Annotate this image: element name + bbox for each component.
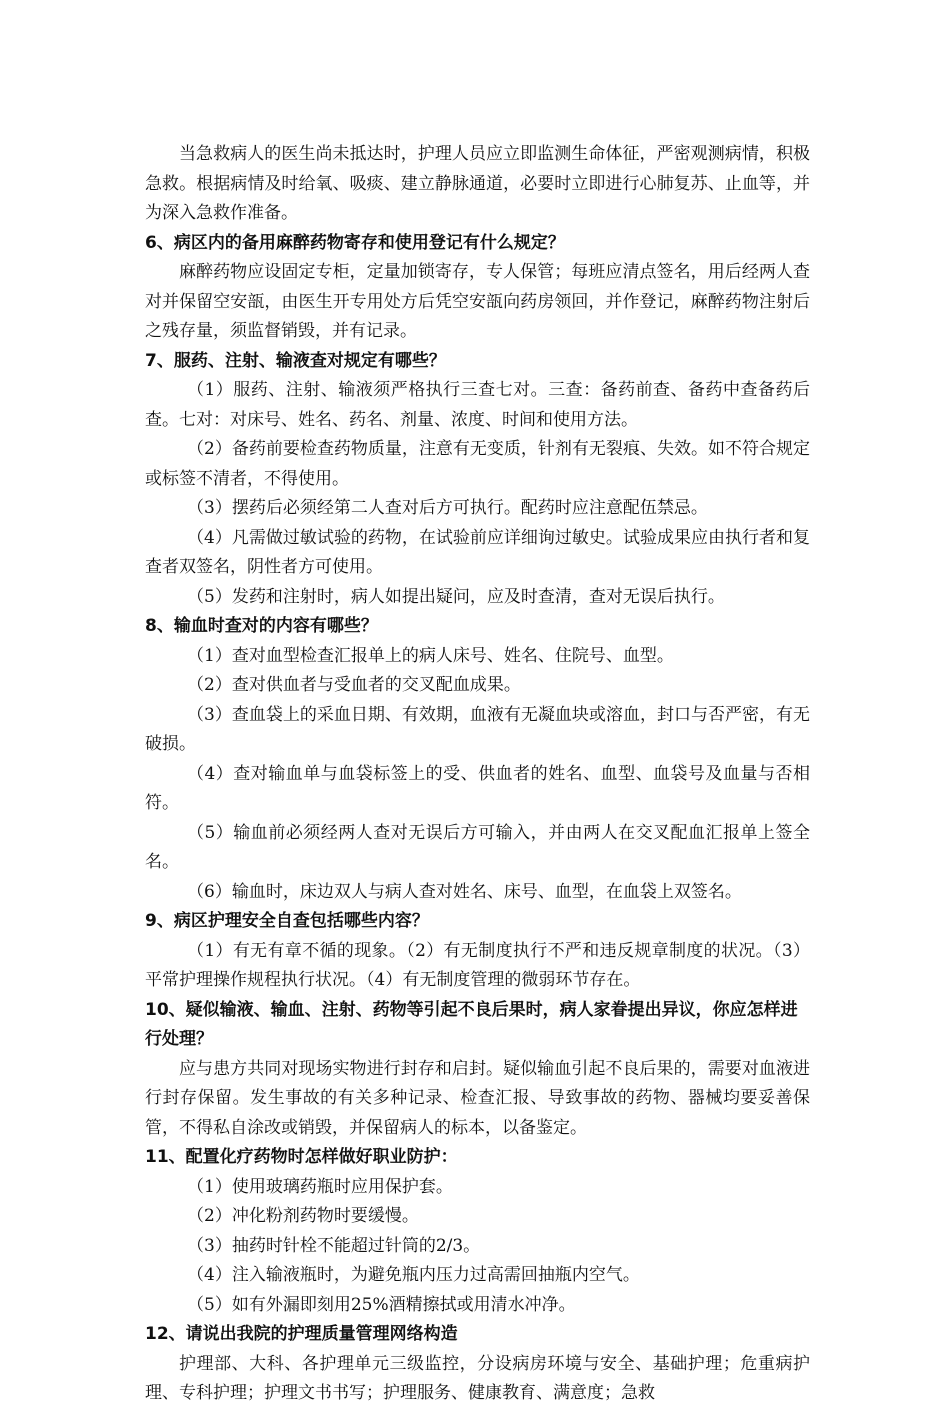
section xyxy=(145,347,810,613)
list-item: （5）发药和注射时，病人如提出疑问，应及时查清，查对无误后执行。 xyxy=(187,586,725,607)
list-item: （1）有无有章不循的现象。（2）有无制度执行不严和违反规章制度的状况。（3）平常护理操作规程执行状况。（4）有无制度管理的微弱环节存在。 xyxy=(145,940,810,990)
list-item: （2）查对供血者与受血者的交叉配血成果。 xyxy=(187,675,521,695)
question-heading: 8、输血时查对的内容有哪些？ xyxy=(145,616,378,636)
paragraph: 当急救病人的医生尚未抵达时，护理人员应立即监测生命体征，严密观测病情，积极急救。根据病情及时给氧、吸痰、建立静脉通道，必要时立即进行心肺复苏、止血等，并为深入急救作准备。 xyxy=(145,144,810,223)
list-item: （1）服药、注射、输液须严格执行三查七对。三查：备药前查、备药中查备药后查。七对：对床号、姓名、药名、剂量、浓度、时间和使用方法。 xyxy=(145,380,810,430)
list-item: （1）使用玻璃药瓶时应用保护套。 xyxy=(187,1176,453,1197)
section xyxy=(145,1320,810,1409)
question-heading: 7、服药、注射、输液查对规定有哪些？ xyxy=(145,350,446,371)
question-heading: 9、病区护理安全自查包括哪些内容？ xyxy=(145,911,429,931)
list-item: （2）备药前要检查药物质量，注意有无变质，针剂有无裂痕、失效。如不符合规定或标签不清者，不得使用。 xyxy=(145,439,810,489)
list-item: （1）查对血型检查汇报单上的病人床号、姓名、住院号、血型。 xyxy=(187,645,674,666)
paragraph: 护理部、大科、各护理单元三级监控，分设病房环境与安全、基础护理；危重病护理、专科护理；护理文书书写；护理服务、健康教育、满意度；急救 xyxy=(145,1353,810,1403)
section xyxy=(145,996,810,1144)
list-item: （4）凡需做过敏试验的药物，在试验前应详细询过敏史。试验成果应由执行者和复查者双签名，阴性者方可使用。 xyxy=(145,527,810,577)
list-item: （4）查对输血单与血袋标签上的受、供血者的姓名、血型、血袋号及血量与否相符。 xyxy=(145,763,810,813)
question-heading: 11、配置化疗药物时怎样做好职业防护： xyxy=(145,1147,458,1167)
section xyxy=(145,907,810,996)
section xyxy=(145,1143,810,1320)
list-item: （5）如有外漏即刻用25%酒精擦拭或用清水冲净。 xyxy=(187,1294,576,1315)
list-item: （6）输血时，床边双人与病人查对姓名、床号、血型，在血袋上双签名。 xyxy=(187,881,742,902)
question-heading: 6、病区内的备用麻醉药物寄存和使用登记有什么规定？ xyxy=(145,232,565,253)
document-page xyxy=(145,140,810,1409)
list-item: （3）查血袋上的采血日期、有效期，血液有无凝血块或溶血，封口与否严密，有无破损。 xyxy=(145,704,810,754)
question-heading: 12、请说出我院的护理质量管理网络构造 xyxy=(145,1324,458,1344)
paragraph: 应与患方共同对现场实物进行封存和启封。疑似输血引起不良后果的，需要对血液进行封存保留。发生事故的有关多种记录、检查汇报、导致事故的药物、器械均要妥善保管，不得私自涂改或销毁，并保留病人的标本，以备鉴定。 xyxy=(145,1058,810,1138)
list-item: （4）注入输液瓶时，为避免瓶内压力过高需回抽瓶内空气。 xyxy=(187,1265,640,1285)
question-heading: 10、疑似输液、输血、注射、药物等引起不良后果时，病人家眷提出异议，你应怎样进行处理？ xyxy=(145,999,798,1049)
list-item: （5）输血前必须经两人查对无误后方可输入，并由两人在交叉配血汇报单上签全名。 xyxy=(145,822,810,872)
paragraph: 麻醉药物应设固定专柜，定量加锁寄存，专人保管；每班应清点签名，用后经两人查对并保留空安瓿，由医生开专用处方后凭空安瓿向药房领回，并作登记，麻醉药物注射后之残存量，须监督销毁，并有记录。 xyxy=(145,262,810,341)
list-item: （3）摆药后必须经第二人查对后方可执行。配药时应注意配伍禁忌。 xyxy=(187,498,708,518)
list-item: （3）抽药时针栓不能超过针筒的2/3。 xyxy=(187,1235,481,1256)
section xyxy=(145,612,810,907)
section xyxy=(145,140,810,229)
section xyxy=(145,229,810,347)
list-item: （2）冲化粉剂药物时要缓慢。 xyxy=(187,1206,419,1226)
